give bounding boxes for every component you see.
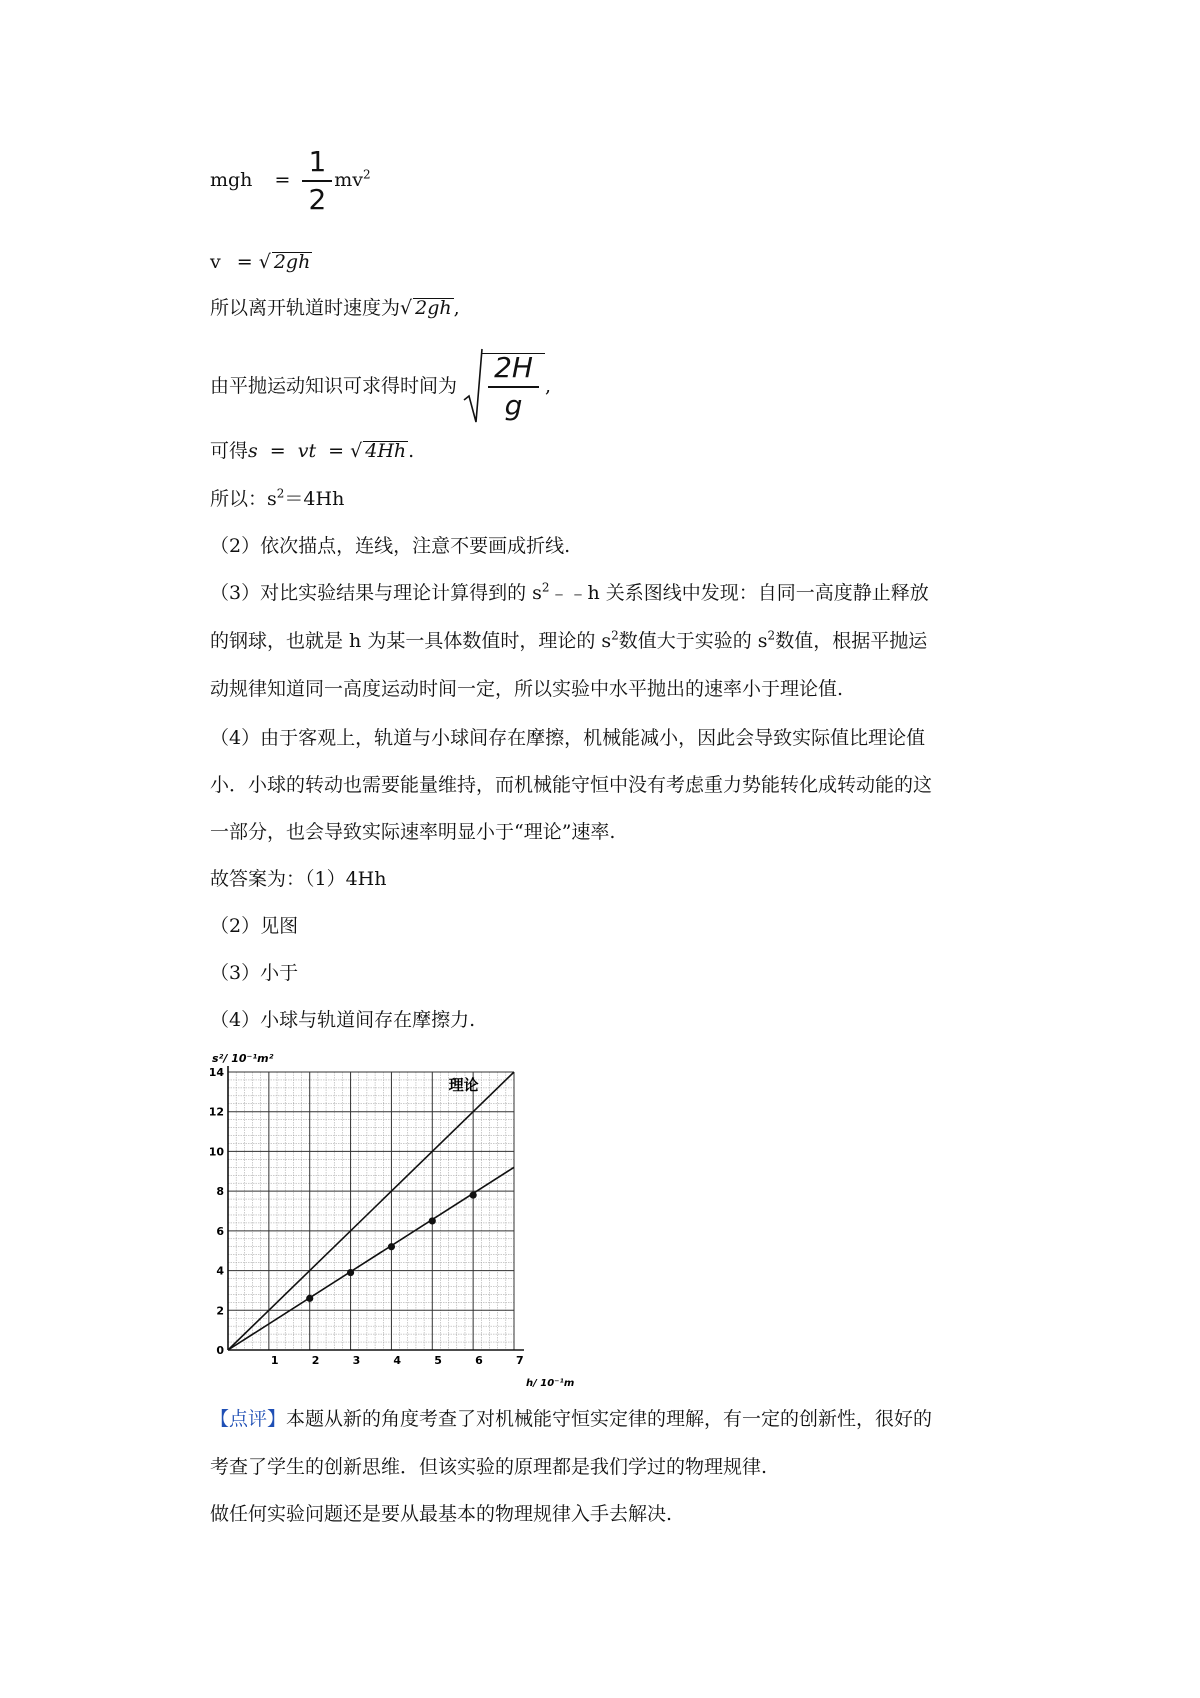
x-tick-label: 4	[393, 1354, 402, 1367]
text-segment: 所以离开轨道时速度为	[210, 297, 401, 319]
text-segment: .	[408, 440, 415, 462]
comment-line: 考查了学生的创新思维．但该实验的原理都是我们学过的物理规律.	[210, 1456, 768, 1478]
x-tick-label: 5	[434, 1354, 442, 1367]
exponent: 2	[276, 486, 285, 501]
text-segment: ,	[544, 374, 551, 397]
fraction-denominator: g	[504, 388, 523, 422]
comment-line: 做任何实验问题还是要从最基本的物理规律入手去解决.	[210, 1503, 673, 1525]
equation-velocity	[210, 252, 312, 272]
eq-sign: =	[274, 169, 291, 191]
sqrt-radicand: 2gh	[273, 251, 311, 273]
x-axis-label: h/ 10⁻¹m	[526, 1378, 575, 1388]
text-line	[210, 486, 345, 510]
y-tick-label: 2	[216, 1304, 224, 1318]
y-tick-label: 14	[208, 1066, 224, 1079]
text-line: （4）由于客观上，轨道与小球间存在摩擦，机械能减小，因此会导致实际值比理论值	[210, 727, 926, 749]
eq-sign: =	[236, 251, 253, 273]
text-segment: ,	[453, 297, 460, 319]
text-segment: 本题从新的角度考查了对机械能守恒实定律的理解，有一定的创新性，很好的	[286, 1408, 933, 1430]
data-point	[429, 1217, 436, 1224]
exponent: 2	[541, 580, 550, 595]
text-segment: 的钢球，也就是 h 为某一具体数值时，理论的 s	[210, 630, 612, 652]
text-line	[210, 628, 928, 652]
y-tick-label: 0	[216, 1344, 224, 1357]
fraction-numerator: 1	[302, 148, 332, 182]
text-segment: （3）对比实验结果与理论计算得到的 s	[210, 582, 542, 604]
y-tick-label: 12	[208, 1105, 224, 1119]
text-segment: ﹣﹣h 关系图线中发现：自同一高度静止释放	[549, 582, 929, 604]
text-line	[210, 580, 929, 604]
text-line: 小．小球的转动也需要能量维持，而机械能守恒中没有考虑重力势能转化成转动能的这	[210, 774, 933, 796]
fraction-denominator: 2	[308, 183, 327, 216]
sqrt-radicand: 2gh	[415, 297, 452, 319]
expression: s = vt =	[248, 440, 345, 462]
x-tick-label: 6	[475, 1354, 483, 1367]
theory-line	[228, 1072, 514, 1350]
text-segment: 数值大于实验的 s	[618, 630, 768, 652]
series-lines	[228, 1072, 514, 1350]
sqrt-fraction	[463, 348, 545, 424]
y-tick-label: 4	[216, 1264, 224, 1278]
sqrt-symbol: √	[400, 297, 413, 319]
x-tick-label: 3	[352, 1354, 361, 1367]
text-segment: 由平抛运动知识可求得时间为	[210, 374, 458, 397]
exponent: 2	[611, 628, 619, 643]
eq-lhs: mgh	[210, 169, 253, 191]
y-tick-label: 10	[208, 1145, 224, 1159]
x-tick-label: 2	[311, 1354, 320, 1367]
x-tick-label: 1	[270, 1354, 279, 1367]
text-segment: ＝4Hh	[284, 488, 345, 510]
answer-line: （3）小于	[210, 962, 299, 984]
answer-line: 故答案为：（1）4Hh	[210, 868, 387, 890]
text-line-distance	[210, 441, 414, 461]
answer-line: （4）小球与轨道间存在摩擦力.	[210, 1009, 476, 1031]
sqrt-symbol: √	[350, 440, 363, 462]
text-line: （2）依次描点，连线，注意不要画成折线.	[210, 535, 571, 557]
text-line: 动规律知道同一高度运动时间一定，所以实验中水平抛出的速率小于理论值.	[210, 678, 844, 700]
text-segment: 数值，根据平抛运	[775, 630, 928, 652]
text-line: 一部分，也会导致实际速率明显小于“理论”速率.	[210, 821, 616, 843]
theory-label: 理论	[448, 1075, 479, 1094]
comment-line	[210, 1410, 932, 1429]
sqrt-symbol: √	[258, 251, 271, 273]
comment-tag: 【点评】	[210, 1408, 287, 1430]
fraction-numerator: 2H	[488, 354, 539, 388]
eq-rhs-exponent: 2	[363, 167, 371, 182]
equation-energy	[210, 145, 371, 216]
sqrt-symbol	[463, 348, 483, 424]
exponent: 2	[767, 628, 776, 643]
y-tick-label: 6	[216, 1224, 224, 1238]
fraction-half	[302, 145, 332, 216]
data-point	[306, 1295, 313, 1302]
text-segment: 可得	[210, 440, 249, 462]
fraction	[488, 350, 539, 422]
sqrt-radicand: 4Hh	[365, 440, 407, 462]
x-tick-label: 7	[516, 1354, 524, 1367]
data-point	[470, 1192, 477, 1199]
text-segment: 所以：s	[210, 488, 277, 510]
text-line	[210, 298, 460, 318]
text-line-time	[210, 348, 551, 424]
y-tick-label: 8	[216, 1185, 224, 1199]
data-point	[347, 1269, 354, 1276]
eq-rhs: mv	[334, 169, 364, 191]
data-point	[388, 1243, 395, 1250]
eq-lhs: v	[210, 251, 221, 273]
y-axis-label: s²/ 10⁻¹m²	[212, 1052, 274, 1065]
s2-h-chart	[208, 1048, 580, 1388]
answer-line: （2）见图	[210, 915, 299, 937]
